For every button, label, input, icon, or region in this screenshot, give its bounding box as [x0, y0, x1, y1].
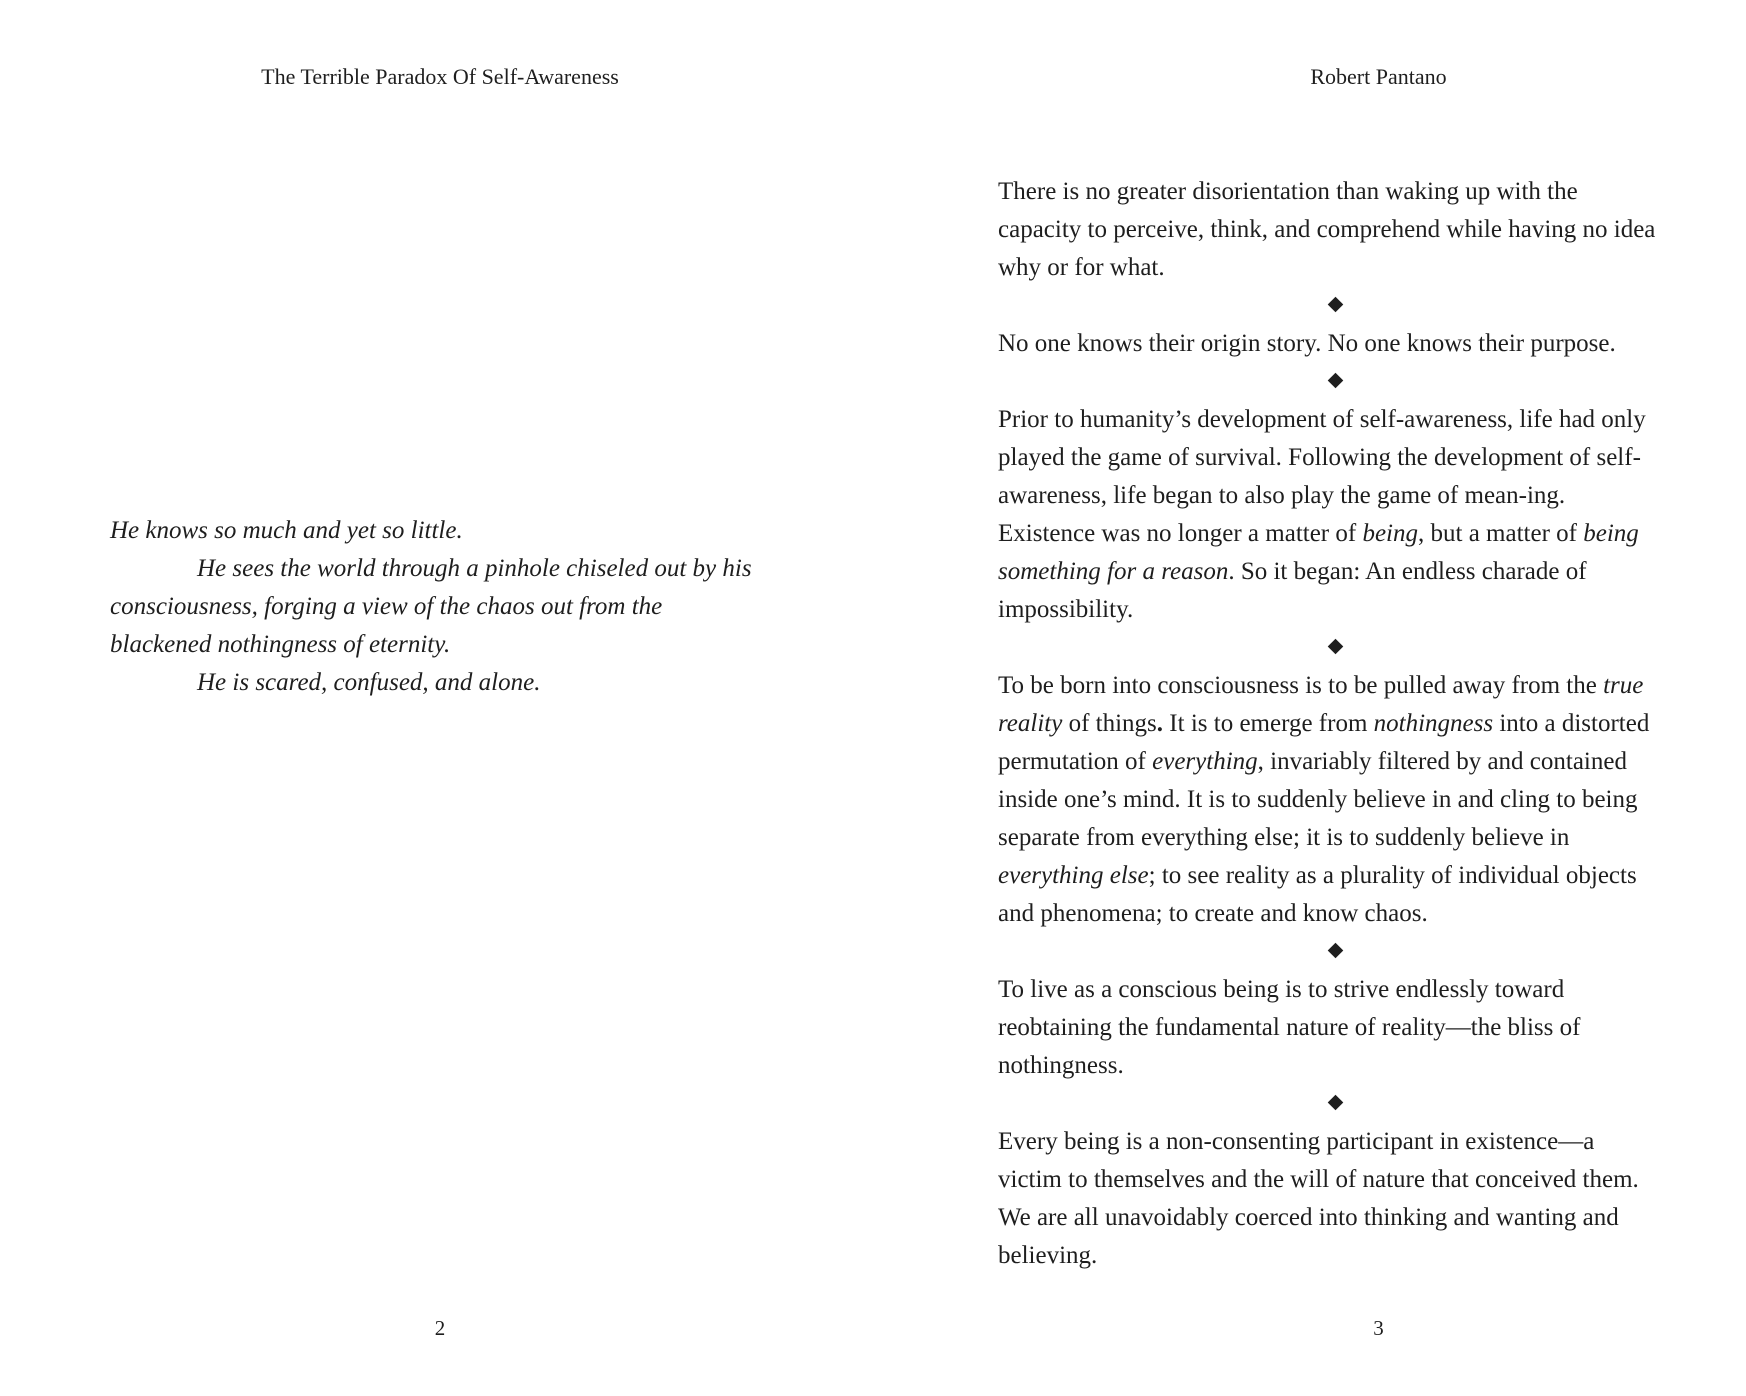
- text-run: . So it began: An endless charade of impossibility.: [998, 558, 1587, 623]
- paragraph: Every being is a non-consenting participant in existence—a victim to themselves and the will of nature that conceived them. We are all unavoidably coerced into thinking and wanting and believing.: [998, 1128, 1639, 1269]
- epigraph-line: He is scared, confused, and alone.: [197, 669, 541, 696]
- text-run: To be born into consciousness is to be pulled away from the: [998, 672, 1604, 699]
- diamond-icon: [1327, 297, 1343, 313]
- diamond-icon: [1327, 639, 1343, 655]
- text-run: , invariably filtered by and contained inside one’s mind. It is to suddenly believe in and cling to being separate from everything else; it is to suddenly believe in: [998, 748, 1638, 851]
- text-run: It is to emerge from: [1163, 710, 1374, 737]
- emphasis: everything else: [998, 862, 1149, 889]
- diamond-icon: [1327, 373, 1343, 389]
- text-run: , but a matter of: [1418, 520, 1584, 547]
- emphasis: nothingness: [1373, 710, 1494, 737]
- text-run: Prior to humanity’s development of self-awareness, life had only played the game of survival. Following the development of self-awareness, life began to also play the game of mean-ing. Existence was no longer a matter of: [998, 406, 1646, 547]
- paragraph: To live as a conscious being is to strive endlessly toward reobtaining the fundamental nature of reality—the bliss of nothingness.: [998, 976, 1581, 1079]
- section-separator: [998, 287, 1658, 325]
- emphasis: true reality: [998, 672, 1644, 737]
- right-page: [873, 0, 1746, 1396]
- running-head-title: The Terrible Paradox Of Self-Awareness: [261, 64, 619, 89]
- epigraph: [110, 512, 760, 702]
- section-separator: [998, 363, 1658, 401]
- diamond-icon: [1327, 1095, 1343, 1111]
- body-text: [998, 173, 1658, 1275]
- page-number: 3: [1373, 1316, 1384, 1340]
- paragraph: There is no greater disorientation than waking up with the capacity to perceive, think, and comprehend while having no idea why or for what.: [998, 178, 1656, 281]
- paragraph: No one knows their origin story. No one knows their purpose.: [998, 330, 1616, 357]
- diamond-icon: [1327, 943, 1343, 959]
- emphasis: being something for a reason: [998, 520, 1639, 585]
- emphasis: being: [1362, 520, 1418, 547]
- paragraph: [998, 401, 1658, 629]
- section-separator: [998, 629, 1658, 667]
- paragraph: [998, 667, 1658, 933]
- page-number: 2: [434, 1316, 446, 1340]
- section-separator: [998, 933, 1658, 971]
- section-separator: [998, 1085, 1658, 1123]
- text-run: of things: [1062, 710, 1157, 737]
- epigraph-line: He sees the world through a pinhole chiseled out by his consciousness, forging a view of the chaos out from the blackened nothingness of eternity.: [110, 555, 758, 658]
- epigraph-line: He knows so much and yet so little.: [110, 517, 463, 544]
- emphasis: everything: [1152, 748, 1258, 775]
- text-run: ; to see reality as a plurality of individual objects and phenomena; to create and know chaos.: [998, 862, 1637, 927]
- text-run: into a distorted permutation of: [998, 710, 1650, 775]
- running-head-author: Robert Pantano: [1310, 64, 1447, 89]
- bold-period: .: [1156, 710, 1164, 737]
